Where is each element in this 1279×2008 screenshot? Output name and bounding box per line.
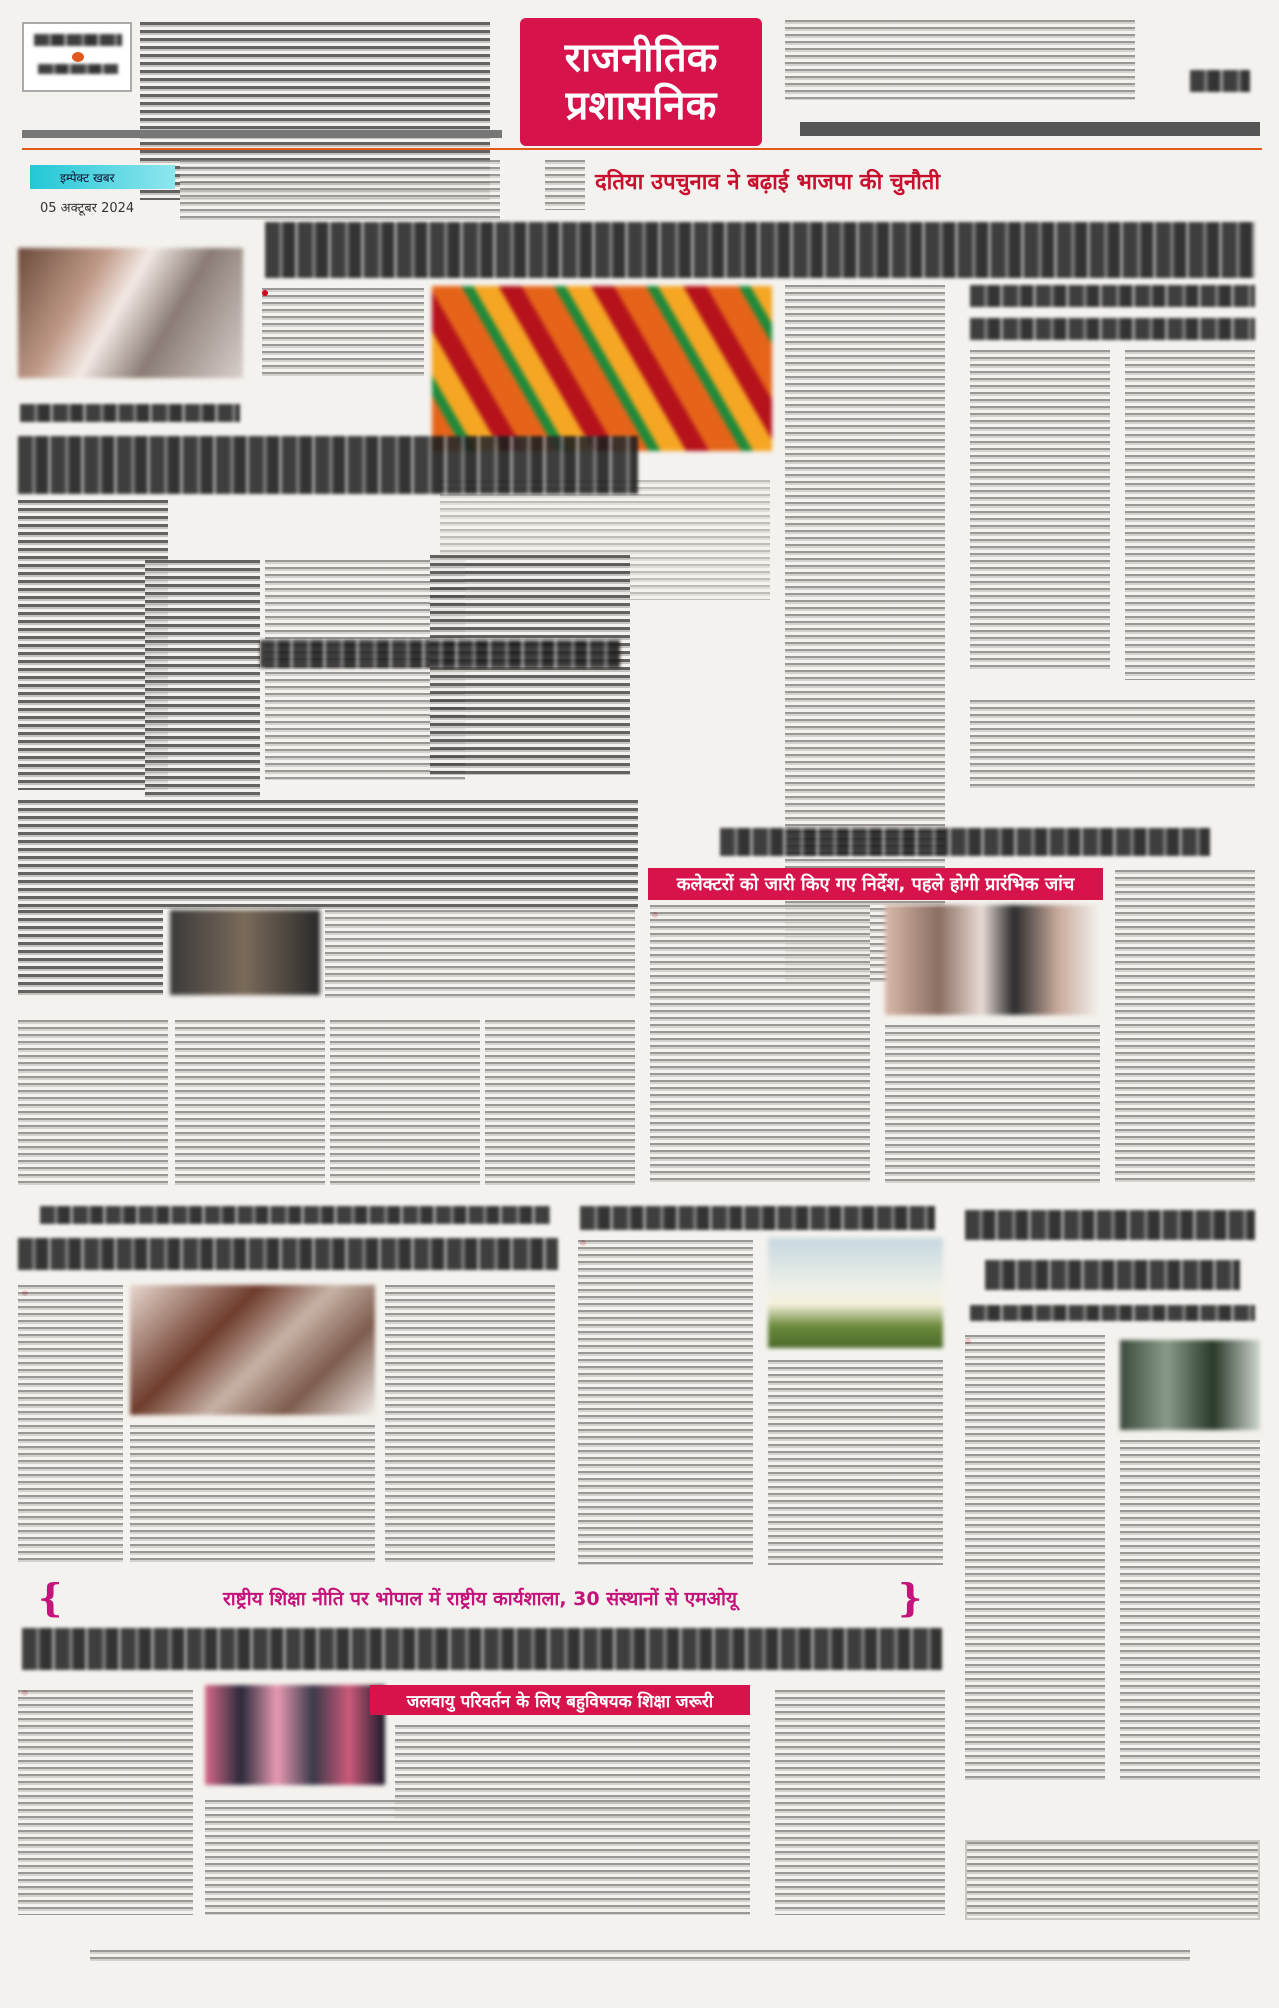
section-line-1: राजनीतिक xyxy=(564,34,718,81)
left-story-kicker xyxy=(20,404,240,422)
collector-body-col-1 xyxy=(650,905,870,1185)
mid-right-photo xyxy=(1120,1340,1260,1430)
mid-left-photo xyxy=(130,1285,375,1415)
collector-photo xyxy=(885,905,1100,1015)
page-number xyxy=(1190,70,1250,92)
education-subhead: जलवायु परिवर्तन के लिए बहुविषयक शिक्षा जरूरी xyxy=(370,1685,750,1715)
lead-kicker: दतिया उपचुनाव ने बढ़ाई भाजपा की चुनौती xyxy=(595,170,941,195)
impact-tag-label: इम्पेक्ट खबर xyxy=(60,170,115,185)
mid-right-headline xyxy=(965,1210,1255,1240)
education-photo xyxy=(205,1685,385,1785)
lead-body-col-2 xyxy=(970,350,1110,670)
issue-date: 05 अक्टूबर 2024 xyxy=(40,201,135,216)
collector-subhead: कलेक्टरों को जारी किए गए निर्देश, पहले होगी प्रारंभिक जांच xyxy=(648,868,1103,900)
top-right-brief xyxy=(785,20,1135,100)
education-kicker: राष्ट्रीय शिक्षा नीति पर भोपाल में राष्ट्रीय कार्यशाला, 30 संस्थानों से एमओयू xyxy=(222,1588,737,1610)
education-body-right xyxy=(775,1690,945,1915)
brace-right: } xyxy=(898,1575,923,1620)
mid-left-kicker xyxy=(40,1206,550,1224)
lead-body-col-4 xyxy=(970,700,1255,790)
section-badge xyxy=(520,18,762,146)
collector-headline xyxy=(720,828,1210,856)
collector-body-col-3 xyxy=(1115,870,1255,1185)
mid-center-headline xyxy=(580,1206,935,1230)
masthead-rule xyxy=(800,122,1260,136)
lead-headline xyxy=(265,222,1255,278)
section-line-2: प्रशासनिक xyxy=(565,82,717,129)
footer-imprint xyxy=(90,1950,1190,1964)
lead-body-col-3 xyxy=(1125,350,1255,680)
masthead-logo xyxy=(22,22,132,92)
left-story-headline xyxy=(18,436,638,494)
left-story-photo xyxy=(170,910,320,995)
impact-tag xyxy=(30,165,175,189)
lead-photo-portrait xyxy=(18,248,243,378)
bottom-right-box xyxy=(965,1840,1260,1920)
lead-photo-flags xyxy=(432,286,772,451)
lead-side-numbers xyxy=(545,160,590,210)
education-headline xyxy=(22,1628,942,1670)
mid-center-photo xyxy=(768,1238,943,1348)
brace-left: { xyxy=(38,1575,63,1620)
mid-left-headline xyxy=(18,1238,558,1270)
